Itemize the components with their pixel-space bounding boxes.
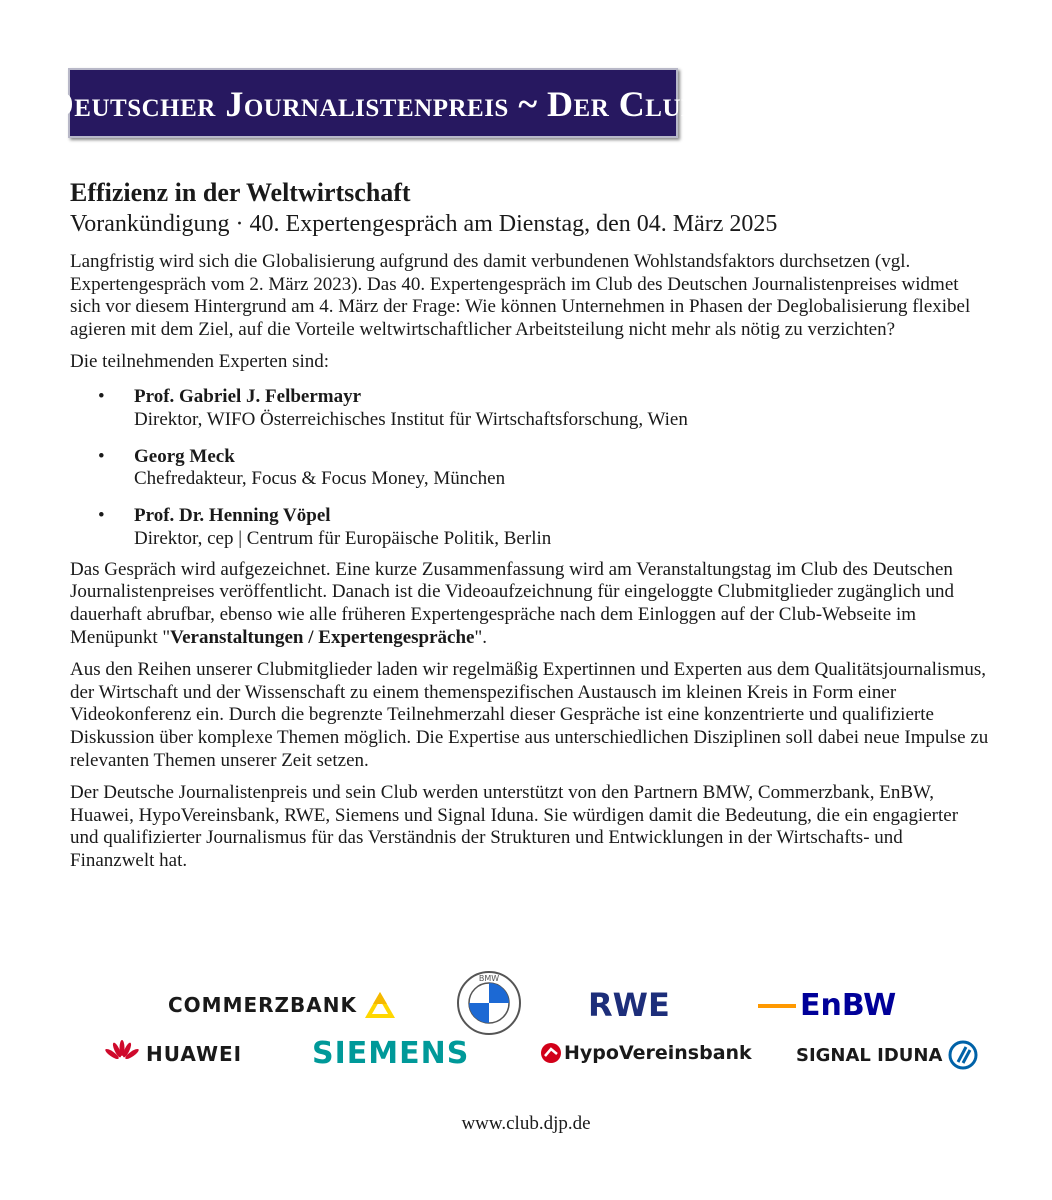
intro-paragraph: Langfristig wird sich die Globalisierung aufgrund des damit verbundenen Wohlstandsfaktors durchsetzen (vgl. Expertengespräch vom 2. März 2023). Das 40. Expertengespräch im Club des Deutschen Journalistenpreises widmet sich vor diesem Hintergrund am 4. März der Frage: Wie können Unternehmen in Phasen der Deglobalisierung flexibel agieren mit dem Ziel, auf die Vorteile weltwirtschaftlicher Arbeitsteilung nicht mehr als nötig zu verzichten? <box>70 251 971 340</box>
enbw-bar-icon <box>758 1004 796 1008</box>
expert-name: Prof. Gabriel J. Felbermayr <box>134 385 362 407</box>
members-paragraph: Aus den Reihen unserer Clubmitglieder laden wir regelmäßig Expertinnen und Experten aus dem Qualitätsjournalismus, der Wirtschaft und der Wissenschaft zu einem themenspezifischen Austausch im kleinen Kreis in Form einer Videokonferenz ein. Durch die begrenzte Teilnehmerzahl dieser Gespräche ist eine konzentrierte und qualifizierte Diskussion über komplexe Themen möglich. Die Expertise aus unterschiedlichen Disziplinen soll dabei neue Impulse zu relevanten Themen unserer Zeit setzen. <box>70 659 989 771</box>
hypo-icon <box>540 1042 562 1064</box>
signal-iduna-icon <box>948 1040 978 1070</box>
expert-role: Direktor, cep | Centrum für Europäische Politik, Berlin <box>134 527 552 549</box>
expert-role: Chefredakteur, Focus & Focus Money, München <box>134 468 506 490</box>
expert-item <box>70 386 990 432</box>
commerzbank-ribbon-icon <box>363 990 397 1020</box>
partner-logos <box>90 966 990 1078</box>
bullet-icon: • <box>98 445 105 467</box>
rwe-logo: RWE <box>588 986 670 1024</box>
expert-item <box>70 446 990 492</box>
expert-name: Prof. Dr. Henning Vöpel <box>134 505 331 527</box>
huawei-logo: HUAWEI <box>104 1040 242 1068</box>
experts-intro: Die teilnehmenden Experten sind: <box>70 351 330 373</box>
expert-item <box>70 505 990 551</box>
recording-paragraph: Das Gespräch wird aufgezeichnet. Eine kurze Zusammenfassung wird am Veranstaltungstag im Club des Deutschen Journalistenpreises veröffentlicht. Danach ist die Videoaufzeichnung für eingeloggte Clubmitglieder zugänglich und dauerhaft abrufbar, ebenso wie alle früheren Expertengespräche nach dem Einloggen auf der Club-Webseite im Menüpunkt "Veranstaltungen / Expertengespräche". <box>70 558 955 648</box>
bullet-icon: • <box>98 505 105 527</box>
enbw-logo: EnBW <box>758 988 896 1023</box>
expert-role: Direktor, WIFO Österreichisches Institut für Wirtschaftsforschung, Wien <box>134 408 688 430</box>
huawei-petal-icon <box>104 1040 140 1068</box>
club-banner <box>47 68 699 138</box>
commerzbank-logo: COMMERZBANK <box>168 990 397 1020</box>
expert-name: Georg Meck <box>134 445 235 467</box>
menu-link[interactable]: Veranstaltungen / Expertengespräche <box>170 626 475 648</box>
bmw-roundel-icon <box>456 970 522 1036</box>
siemens-logo: SIEMENS <box>312 1036 470 1071</box>
footer-url[interactable]: www.club.djp.de <box>461 1113 591 1134</box>
experts-list <box>70 386 990 551</box>
signal-iduna-logo: SIGNAL IDUNA <box>796 1040 978 1070</box>
partners-paragraph: Der Deutsche Journalistenpreis und sein Club werden unterstützt von den Partnern BMW, Commerzbank, EnBW, Huawei, HypoVereinsbank, RWE, Siemens und Signal Iduna. Sie würdigen damit die Bedeutung, die ein engagierter und qualifizierter Journalismus für das Verständnis der Strukturen und Entwicklungen in der Wirtschafts- und Finanzwelt hat. <box>70 782 959 871</box>
banner-title: Deutscher Journalistenpreis ~ Der Club <box>47 84 699 124</box>
article <box>70 176 990 882</box>
bmw-logo <box>456 970 522 1036</box>
bullet-icon: • <box>98 385 105 407</box>
article-subtitle: Vorankündigung · 40. Expertengespräch am Dienstag, den 04. März 2025 <box>70 211 778 237</box>
article-title: Effizienz in der Weltwirtschaft <box>70 178 411 207</box>
svg-text:BMW: BMW <box>478 974 500 983</box>
hypovereinsbank-logo: HypoVereinsbank <box>540 1042 752 1064</box>
